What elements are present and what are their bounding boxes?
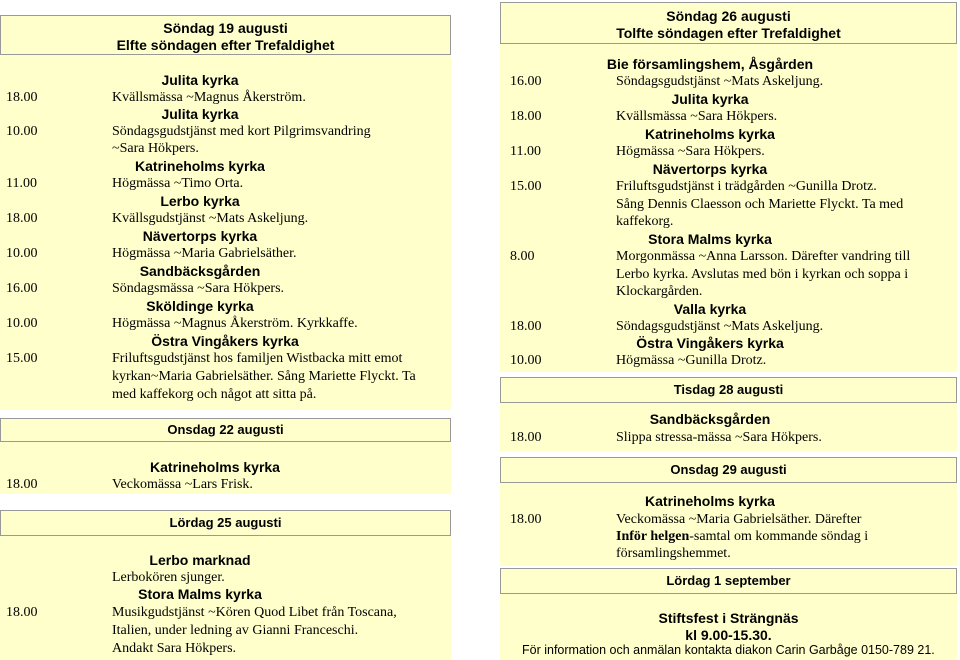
event-time: kl 9.00-15.30. bbox=[685, 627, 772, 643]
header-date: Söndag 19 augusti bbox=[163, 20, 288, 36]
wednesday-22-header: Onsdag 22 augusti bbox=[0, 418, 451, 442]
sunday-26-header bbox=[500, 2, 957, 44]
event-text: Morgonmässa ~Anna Larsson. Därefter vandring till bbox=[616, 249, 911, 264]
tuesday-28-header: Tisdag 28 augusti bbox=[500, 377, 957, 403]
event-text: Kvällsmässa ~Magnus Åkerström. bbox=[112, 90, 306, 105]
event-text: Högmässa ~Sara Hökpers. bbox=[616, 144, 765, 159]
venue-name: Katrineholms kyrka bbox=[645, 493, 775, 509]
event-text: kaffekorg. bbox=[616, 214, 674, 229]
event-text: kyrkan~Maria Gabrielsäther. Sång Mariette Flyckt. Ta bbox=[112, 369, 416, 384]
venue-name: Lerbo marknad bbox=[149, 552, 251, 568]
event-text: Slippa stressa-mässa ~Sara Hökpers. bbox=[616, 430, 822, 445]
saturday-1-header: Lördag 1 september bbox=[500, 568, 957, 594]
wednesday-29-header: Onsdag 29 augusti bbox=[500, 457, 957, 483]
event-text: Kvällsgudstjänst ~Mats Askeljung. bbox=[112, 211, 309, 226]
venue-name: Valla kyrka bbox=[673, 301, 747, 317]
event-time: 11.00 bbox=[6, 176, 37, 191]
venue-name: Sandbäcksgården bbox=[139, 263, 261, 279]
venue-name: Lerbo kyrka bbox=[160, 193, 240, 209]
event-text: Musikgudstjänst ~Kören Quod Libet från Toscana, bbox=[112, 605, 397, 620]
event-time: 18.00 bbox=[6, 605, 38, 620]
venue-name: Bie församlingshem, Åsgården bbox=[606, 56, 814, 72]
event-time: 18.00 bbox=[510, 512, 542, 527]
saturday-25-header: Lördag 25 augusti bbox=[0, 510, 451, 536]
event-time: 16.00 bbox=[510, 74, 542, 89]
venue-name: Stora Malms kyrka bbox=[648, 231, 772, 247]
venue-name: Julita kyrka bbox=[161, 72, 239, 88]
event-time: 18.00 bbox=[6, 211, 38, 226]
event-text: Högmässa ~Gunilla Drotz. bbox=[616, 353, 767, 368]
event-time: 16.00 bbox=[6, 281, 38, 296]
event-text: Andakt Sara Hökpers. bbox=[112, 641, 237, 656]
event-time: 11.00 bbox=[510, 144, 541, 159]
venue-name: Nävertorps kyrka bbox=[652, 161, 768, 177]
venue-name: Sandbäcksgården bbox=[649, 411, 771, 427]
event-text: Veckomässa ~Lars Frisk. bbox=[112, 477, 253, 492]
event-time: 15.00 bbox=[6, 351, 38, 366]
event-time: 18.00 bbox=[510, 430, 542, 445]
event-title: Stiftsfest i Strängnäs bbox=[658, 610, 799, 626]
event-text: Italien, under ledning av Gianni Franceschi. bbox=[112, 623, 359, 638]
event-text: Högmässa ~Maria Gabrielsäther. bbox=[112, 246, 297, 261]
header-date: Söndag 26 augusti bbox=[666, 8, 791, 24]
header-subtitle: Tolfte söndagen efter Trefaldighet bbox=[616, 25, 841, 41]
event-time: 10.00 bbox=[6, 246, 38, 261]
event-text: Högmässa ~Timo Orta. bbox=[112, 176, 244, 191]
event-text: Veckomässa ~Maria Gabrielsäther. Därefter bbox=[616, 512, 862, 527]
bold-text: Inför helgen bbox=[616, 529, 690, 544]
venue-name: Östra Vingåkers kyrka bbox=[151, 333, 299, 349]
event-text: Klockargården. bbox=[616, 284, 703, 299]
event-time: 10.00 bbox=[510, 353, 542, 368]
contact-info: För information och anmälan kontakta diakon Carin Garbåge 0150-789 21. bbox=[522, 643, 935, 657]
event-time: 18.00 bbox=[6, 90, 38, 105]
event-text: Lerbokören sjunger. bbox=[112, 570, 225, 585]
event-text: församlingshemmet. bbox=[616, 546, 731, 561]
venue-name: Katrineholms kyrka bbox=[645, 126, 775, 142]
event-text: Högmässa ~Magnus Åkerström. Kyrkkaffe. bbox=[112, 316, 358, 331]
event-text: Friluftsgudstjänst hos familjen Wistbacka mitt emot bbox=[112, 351, 403, 366]
event-time: 10.00 bbox=[6, 124, 38, 139]
venue-name: Julita kyrka bbox=[161, 106, 239, 122]
venue-name: Katrineholms kyrka bbox=[150, 459, 280, 475]
venue-name: Nävertorps kyrka bbox=[142, 228, 258, 244]
event-text: Lerbo kyrka. Avslutas med bön i kyrkan och soppa i bbox=[616, 267, 909, 282]
event-text: med kaffekorg och något att sitta på. bbox=[112, 387, 317, 402]
event-time: 10.00 bbox=[6, 316, 38, 331]
sunday-19-header bbox=[0, 15, 451, 55]
event-text: Söndagsgudstjänst ~Mats Askeljung. bbox=[616, 74, 824, 89]
venue-name: Sköldinge kyrka bbox=[146, 298, 254, 314]
header-subtitle: Elfte söndagen efter Trefaldighet bbox=[116, 37, 335, 53]
event-text-rest: -samtal om kommande söndag i bbox=[689, 529, 869, 544]
event-text bbox=[616, 528, 868, 545]
event-text: Friluftsgudstjänst i trädgården ~Gunilla Drotz. bbox=[616, 179, 877, 194]
event-time: 18.00 bbox=[510, 319, 542, 334]
event-text: Sång Dennis Claesson och Mariette Flyckt. Ta med bbox=[616, 197, 904, 212]
event-time: 8.00 bbox=[510, 249, 535, 264]
event-text: Söndagsmässa ~Sara Hökpers. bbox=[112, 281, 285, 296]
event-text: ~Sara Hökpers. bbox=[112, 141, 199, 156]
venue-name: Östra Vingåkers kyrka bbox=[636, 335, 784, 351]
venue-name: Stora Malms kyrka bbox=[138, 586, 262, 602]
event-text: Söndagsgudstjänst ~Mats Askeljung. bbox=[616, 319, 824, 334]
event-text: Söndagsgudstjänst med kort Pilgrimsvandring bbox=[112, 124, 371, 139]
venue-name: Julita kyrka bbox=[671, 91, 749, 107]
event-time: 18.00 bbox=[510, 109, 542, 124]
event-text: Kvällsmässa ~Sara Hökpers. bbox=[616, 109, 778, 124]
venue-name: Katrineholms kyrka bbox=[135, 158, 265, 174]
event-time: 15.00 bbox=[510, 179, 542, 194]
event-time: 18.00 bbox=[6, 477, 38, 492]
